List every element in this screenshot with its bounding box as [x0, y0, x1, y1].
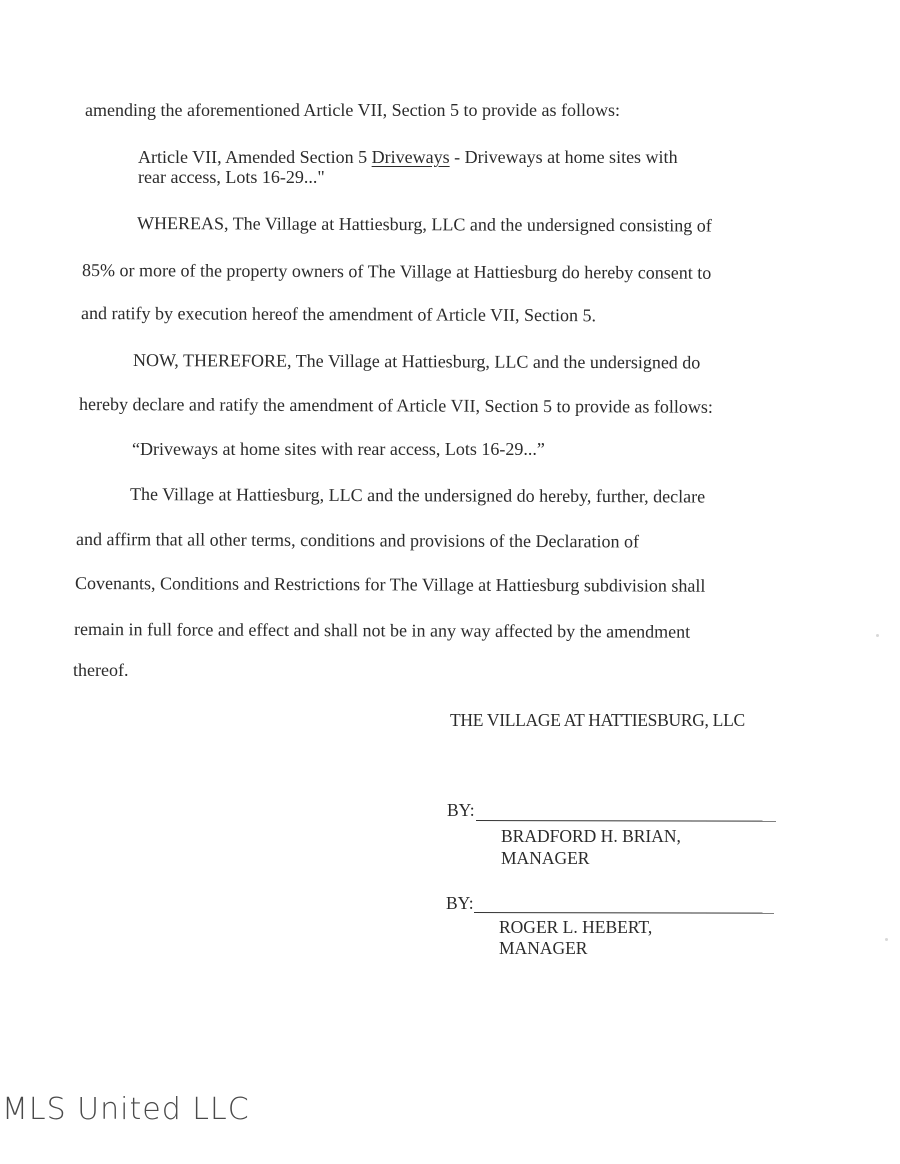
whereas-line-2: 85% or more of the property owners of The Village at Hattiesburg do hereby consent to: [81, 260, 712, 283]
quoted-amendment-line-2: rear access, Lots 16-29...": [138, 167, 325, 187]
quoted-amendment-prefix: Article VII, Amended Section 5: [138, 147, 372, 167]
scan-speck: [876, 634, 879, 637]
signer-1-signature-line: [476, 820, 776, 822]
therefore-line-2: hereby declare and ratify the amendment of Article VII, Section 5 to provide as follows:: [78, 394, 714, 417]
signer-2-name: ROGER L. HEBERT,: [499, 917, 653, 937]
signer-2-by-label: BY:: [446, 893, 474, 913]
quoted-amendment-suffix: - Driveways at home sites with: [449, 147, 678, 167]
entity-name: THE VILLAGE AT HATTIESBURG, LLC: [450, 710, 745, 730]
signer-1-title: MANAGER: [501, 848, 590, 868]
affirm-line-1: The Village at Hattiesburg, LLC and the undersigned do hereby, further, declare: [129, 484, 706, 507]
intro-line: amending the aforementioned Article VII, Section 5 to provide as follows:: [85, 100, 621, 120]
affirm-line-4: remain in full force and effect and shall not be in any way affected by the amendment: [73, 619, 691, 642]
whereas-line-3: and ratify by execution hereof the amendment of Article VII, Section 5.: [80, 303, 597, 326]
whereas-line-1: WHEREAS, The Village at Hattiesburg, LLC and the undersigned consisting of: [136, 213, 712, 236]
therefore-quote: “Driveways at home sites with rear access, Lots 16-29...”: [132, 439, 545, 459]
signer-2-title: MANAGER: [499, 938, 588, 958]
quoted-amendment-underlined-heading: Driveways: [371, 147, 450, 167]
affirm-line-5: thereof.: [73, 660, 129, 680]
watermark: MLS United LLC: [2, 1092, 250, 1127]
therefore-line-1: NOW, THEREFORE, The Village at Hattiesburg, LLC and the undersigned do: [132, 350, 701, 373]
scan-speck: [885, 938, 888, 941]
signer-2-signature-line: [474, 912, 774, 914]
affirm-line-3: Covenants, Conditions and Restrictions for The Village at Hattiesburg subdivision shall: [74, 573, 706, 596]
signer-1-by-label: BY:: [447, 800, 475, 820]
affirm-line-2: and affirm that all other terms, conditions and provisions of the Declaration of: [75, 529, 640, 552]
signer-1-name: BRADFORD H. BRIAN,: [501, 826, 681, 846]
quoted-amendment-line-1: [138, 146, 678, 168]
